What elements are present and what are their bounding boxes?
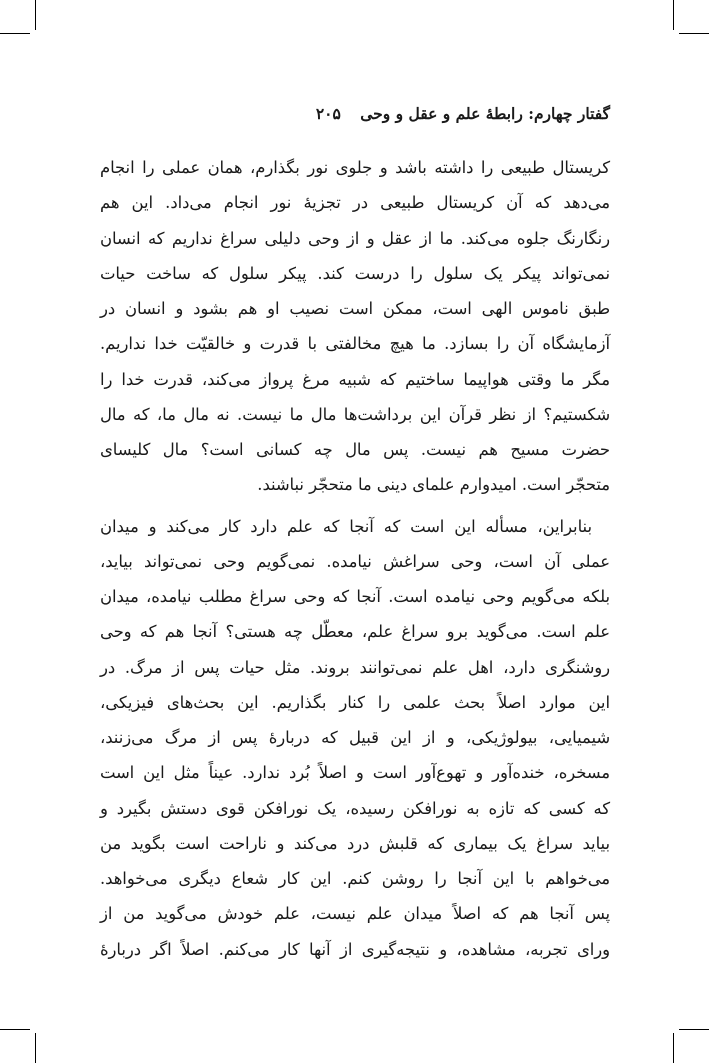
- text-line: طبق ناموس الهی است، ممکن است نصیب او هم بشود و انسان در: [100, 299, 610, 318]
- crop-mark-top-right-vertical: [673, 0, 674, 30]
- text-line: می‌دهد که آن کریستال طبیعی در تجزیهٔ نور انجام می‌داد. این هم: [100, 193, 610, 213]
- body-text: [100, 150, 610, 959]
- text-line: مگر ما وقتی هواپیما ساختیم که شبیه مرغ پرواز می‌کند، قدرت خدا را: [100, 369, 610, 389]
- crop-mark-bottom-left-vertical: [35, 1033, 36, 1063]
- crop-mark-top-right-horizontal: [679, 33, 709, 34]
- crop-mark-bottom-left-horizontal: [0, 1029, 30, 1030]
- chapter-title: گفتار چهارم: رابطهٔ علم و عقل و وحی: [360, 104, 610, 123]
- text-line: آزمایشگاه آن را بسازد. ما هیچ مخالفتی با قدرت و خالقیّت خدا نداریم.: [100, 334, 610, 354]
- text-line: پس آنجا هم که اصلاً میدان علم نیست، علم خودش می‌گوید من از: [100, 904, 610, 924]
- running-header: [100, 104, 610, 132]
- text-line: نمی‌تواند پیکر یک سلول را درست کند. پیکر سلول که ساخت حیات: [100, 263, 610, 283]
- text-line: حضرت مسیح هم نیست. پس مال چه کسانی است؟ مال کلیسای: [100, 440, 610, 459]
- text-line: بلکه می‌گویم وحی نیامده است. آنجا که وحی سراغ مطلب نیامده، میدان: [100, 587, 610, 606]
- text-line: که کسی که تازه به نورافکن رسیده، یک نورافکن قوی دستش بگیرد و: [100, 798, 610, 818]
- text-line: علم است. می‌گوید برو سراغ علم، معطّل چه هستی؟ آنجا هم که وحی: [100, 622, 610, 642]
- text-line: مسخره، خنده‌آور و تهوع‌آور است و اصلاً بُرد ندارد. عیناً مثل این است: [100, 763, 610, 783]
- text-line: کریستال طبیعی را داشته باشد و جلوی نور بگذارم، همان عملی را انجام: [100, 158, 610, 177]
- text-line: بنابراین، مسأله این است که آنجا که علم دارد کار می‌کند و میدان: [100, 516, 592, 536]
- text-line: این موارد اصلاً بحث علمی را کنار بگذاریم. این بحث‌های فیزیکی،: [100, 692, 610, 712]
- text-line: بیاید سراغ یک بیماری که قلبش درد می‌کند و ناراحت است بگوید من: [100, 833, 610, 853]
- crop-mark-top-left-horizontal: [0, 33, 30, 34]
- text-line: شیمیایی، بیولوژیکی، و از این قبیل که دربارهٔ پس از مرگ می‌زنند،: [100, 728, 610, 747]
- text-line: روشنگری دارد، اهل علم نمی‌توانند بروند. مثل حیات پس از مرگ. در: [100, 657, 610, 677]
- text-line: شکستیم؟ از نظر قرآن این برداشت‌ها مال ما نیست. نه مال ما، که مال: [100, 404, 610, 424]
- text-line: ورای تجربه، مشاهده، و نتیجه‌گیری از آنها کار می‌کنم. اصلاً اگر دربارهٔ: [100, 939, 610, 959]
- crop-mark-bottom-right-vertical: [673, 1033, 674, 1063]
- page-number: ۲۰۵: [315, 104, 341, 123]
- crop-mark-bottom-right-horizontal: [679, 1029, 709, 1030]
- crop-mark-top-left-vertical: [35, 0, 36, 30]
- text-line: می‌خواهم با این آنجا را روشن کنم. این کار شعاع دیگری می‌خواهد.: [100, 869, 610, 888]
- text-line: عملی آن است، وحی سراغش نیامده. نمی‌گویم وحی نمی‌تواند بیاید،: [100, 551, 610, 571]
- text-line: متحجّر است. امیدوارم علمای دینی ما متحجّر نباشند.: [257, 475, 610, 495]
- text-line: رنگارنگ جلوه می‌کند. ما از عقل و از وحی دلیلی سراغ نداریم که انسان: [100, 228, 610, 248]
